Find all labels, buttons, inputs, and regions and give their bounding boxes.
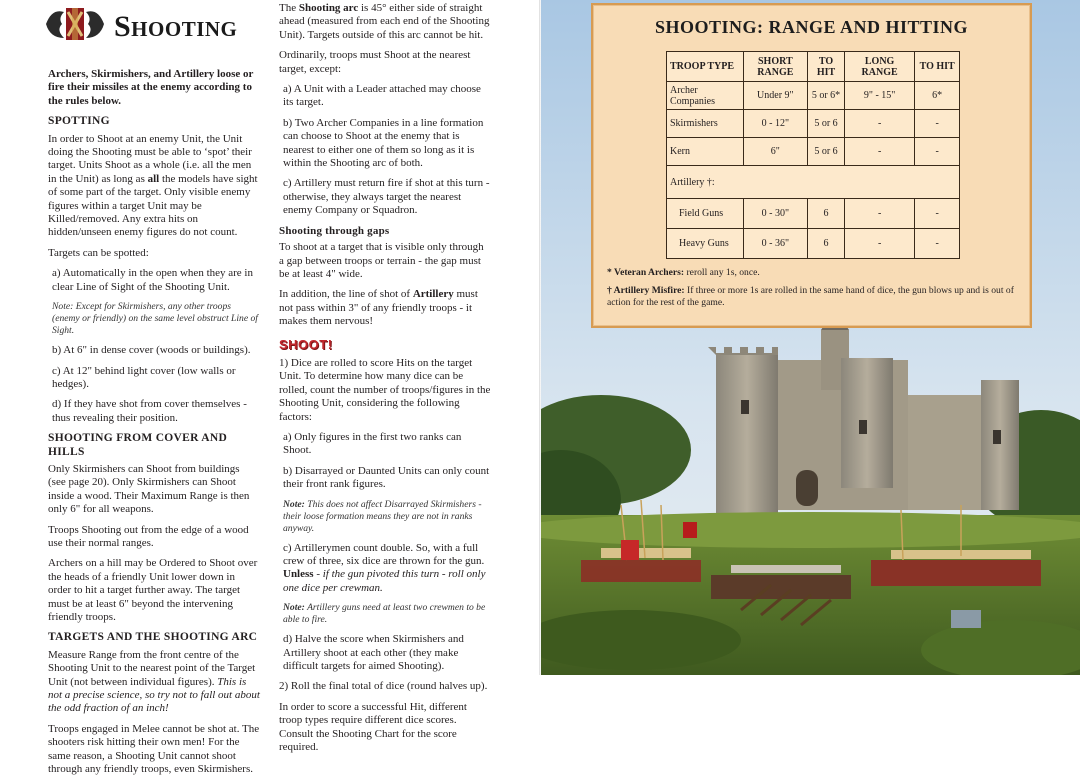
cover-heading: SHOOTING FROM COVER AND HILLS (48, 432, 228, 458)
chapter-header (44, 4, 264, 46)
left-page (0, 0, 540, 776)
dice-factor-b: b) Disarrayed or Daunted Units can only count their front rank figures. (283, 464, 490, 491)
col-header-to-hit-short: TO HIT (808, 52, 845, 82)
veteran-archers-footnote: * Veteran Archers: reroll any 1s, once. (607, 267, 760, 278)
row-long-range: - (844, 138, 914, 166)
chapter-emblem-icon (44, 4, 106, 44)
spotted-intro: Targets can be spotted: (48, 246, 149, 259)
cover-paragraph-1: Only Skirmishers can Shoot from buildings (see page 20). Only Skirmishers can Shoot inside a wood. Their Maximum Range is then only 6" for all weapons. (48, 462, 250, 516)
artillery-line-paragraph: In addition, the line of shot of Artillery must not pass within 3" of any friendly troops - it makes them nervous! (279, 288, 478, 328)
spot-rule-c: c) At 12" behind light cover (low walls or hedges). (52, 364, 236, 390)
exception-b: b) Two Archer Companies in a line formation can choose to Shoot at the enemy that is nearest to either one of them so long as it is within the Shooting arc of both. (283, 116, 484, 170)
arc-paragraph-2: Troops engaged in Melee cannot be shot at. The shooters risk hitting their own men! For the same reason, a Shooting Unit cannot shoot through any friendly troops, even Skirmishers. (48, 722, 260, 776)
spotting-heading: SPOTTING (48, 115, 110, 128)
col-header-short-range: SHORT RANGE (743, 52, 808, 82)
cover-paragraph-2: Troops Shooting out from the edge of a wood use their normal ranges. (48, 523, 249, 549)
cover-paragraph-3: Archers on a hill may be Ordered to Shoot over the heads of a friendly Unit lower down in order to hit a target further away. The target must be at least 6" beyond the intervening friendly troops. (48, 557, 258, 623)
page-title: Shooting (114, 10, 238, 43)
left-column (48, 68, 260, 783)
middle-column (279, 2, 491, 761)
row-troop: Archer Companies (667, 82, 744, 110)
table-row (667, 82, 960, 110)
arc-paragraph-1: Measure Range from the front centre of the Shooting Unit to the nearest point of the Target Unit (not between individual figures). This is not a precise science, so try not to fall out about the odd fraction of an inch! (48, 648, 260, 715)
dice-step-2: 2) Roll the final total of dice (round halves up). (279, 680, 488, 693)
dice-note-c: Note: Artillery guns need at least two crewmen to be able to fire. (283, 602, 486, 626)
col-header-to-hit-long: TO HIT (915, 52, 960, 82)
row-short-range: 0 - 12" (743, 110, 808, 138)
row-hit-short: 5 or 6 (808, 110, 845, 138)
dice-final-paragraph: In order to score a successful Hit, different troop types require different dice scores. Consult the Shooting Chart for the score required. (279, 700, 467, 754)
spot-note: Note: Except for Skirmishers, any other troops (enemy or friendly) on the same level obstruct Line of Sight. (52, 301, 258, 337)
shoot-heading: SHOOT! (279, 336, 333, 352)
nearest-target-paragraph: Ordinarily, troops must Shoot at the nearest target, except: (279, 49, 471, 75)
shooting-arc-paragraph: The Shooting arc is 45° either side of straight ahead (measured from each end of the Shooting Unit). Targets outside of this arc cannot be hit. (279, 2, 490, 41)
arc-heading: TARGETS AND THE SHOOTING ARC (48, 631, 258, 644)
gaps-heading: Shooting through gaps (279, 224, 390, 237)
col-header-long-range: LONG RANGE (844, 52, 914, 82)
row-short-range: 0 - 36" (743, 229, 808, 259)
row-hit-long: 6* (915, 82, 960, 110)
intro-text: Archers, Skirmishers, and Artillery loose or fire their missiles at the enemy according to the rules below. (48, 68, 254, 107)
shooting-chart-panel (591, 3, 1032, 328)
row-troop: Heavy Guns (667, 229, 744, 259)
table-row (667, 110, 960, 138)
row-troop: Field Guns (667, 199, 744, 229)
row-short-range: 0 - 30" (743, 199, 808, 229)
row-hit-long: - (915, 110, 960, 138)
row-hit-short: 6 (808, 229, 845, 259)
dice-step-1: 1) Dice are rolled to score Hits on the target Unit. To determine how many dice can be rolled, count the number of troops/figures in the Shooting Unit, considering the following factors: (279, 356, 491, 423)
row-troop: Skirmishers (667, 110, 744, 138)
table-row (667, 138, 960, 166)
dice-factor-d: d) Halve the score when Skirmishers and Artillery shoot at each other (they make difficult targets for aimed Shooting). (283, 633, 464, 673)
gaps-paragraph: To shoot at a target that is visible only through a gap between troops or terrain - the gap must be at least 4" wide. (279, 241, 484, 280)
table-row (667, 199, 960, 229)
spotting-paragraph: In order to Shoot at an enemy Unit, the Unit doing the Shooting must be able to ‘spot’ their target. Units Shoot as a whole (i.e. all the men in the Unit) as long as all the models have sight of some part of the target. Only visible enemy figures within a target Unit may be Killed/removed. Any extra hits on hidden/unseen enemy figures do not count. (48, 132, 258, 239)
spot-rule-b: b) At 6" in dense cover (woods or buildings). (52, 344, 251, 357)
row-short-range: Under 9" (743, 82, 808, 110)
row-hit-short: 5 or 6 (808, 138, 845, 166)
row-long-range: - (844, 110, 914, 138)
shooting-chart-table (666, 51, 960, 259)
col-header-troop-type: TROOP TYPE (667, 52, 744, 82)
table-row (667, 229, 960, 259)
table-header-row (667, 52, 960, 82)
row-hit-short: 5 or 6* (808, 82, 845, 110)
artillery-misfire-footnote: † Artillery Misfire: If three or more 1s are rolled in the same hand of dice, the gun blows up and is out of action for the rest of the game. (607, 285, 1014, 308)
dice-note-b: Note: This does not affect Disarrayed Skirmishers - their loose formation means they are not in ranks anyway. (283, 498, 482, 534)
row-hit-short: 6 (808, 199, 845, 229)
exception-a: a) A Unit with a Leader attached may choose its target. (283, 83, 481, 109)
row-troop: Kern (667, 138, 744, 166)
spot-rule-d: d) If they have shot from cover themselves - thus revealing their position. (52, 398, 247, 424)
right-page (541, 0, 1080, 675)
exception-c: c) Artillery must return fire if shot at this turn - otherwise, they always target the nearest enemy Company or Squadron. (283, 177, 490, 217)
table-row (667, 166, 960, 199)
row-hit-long: - (915, 138, 960, 166)
row-hit-long: - (915, 199, 960, 229)
row-long-range: - (844, 199, 914, 229)
dice-factor-c: c) Artillerymen count double. So, with a full crew of three, six dice are thrown for the gun. Unless - if the gun pivoted this turn - roll only one dice per crewman. (283, 541, 486, 594)
row-short-range: 6" (743, 138, 808, 166)
dice-factor-a: a) Only figures in the first two ranks can Shoot. (283, 430, 462, 457)
chart-title: SHOOTING: RANGE AND HITTING (654, 17, 969, 37)
spot-rule-a: a) Automatically in the open when they are in clear Line of Sight of the Shooting Unit. (52, 267, 253, 293)
artillery-group-label: Artillery †: (667, 166, 960, 199)
row-hit-long: - (915, 229, 960, 259)
row-long-range: - (844, 229, 914, 259)
row-long-range: 9" - 15" (844, 82, 914, 110)
